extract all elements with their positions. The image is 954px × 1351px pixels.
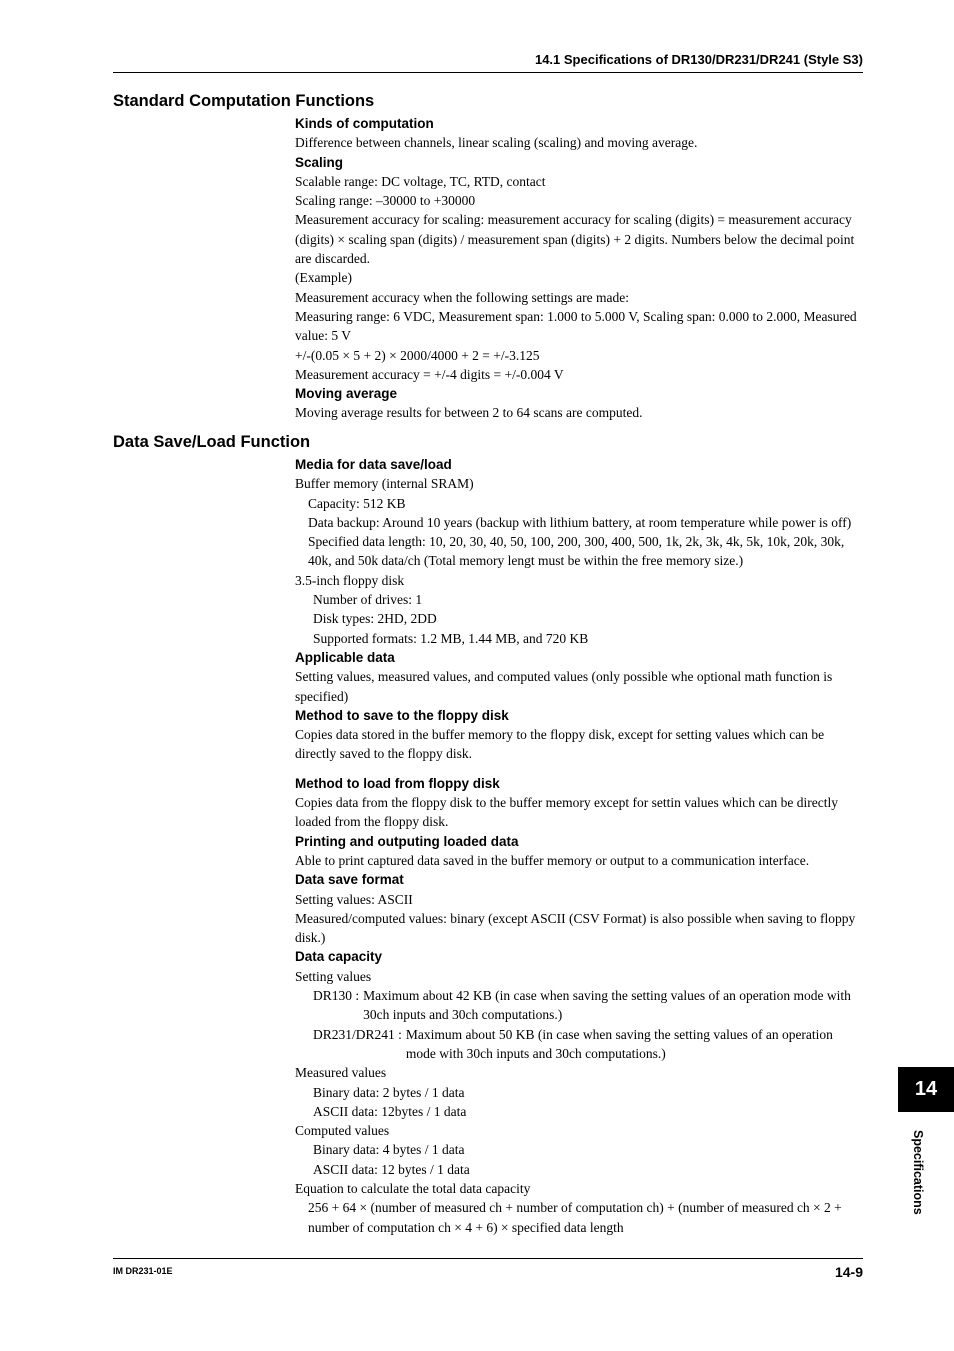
moving-text: Moving average results for between 2 to 64 scans are computed. bbox=[295, 405, 643, 421]
dr231-text: Maximum about 50 KB (in case when saving the setting values of an operation mode with 30ch inputs and 30ch computations.) bbox=[405, 1026, 833, 1061]
capacity-dr231 bbox=[295, 1025, 863, 1064]
header-rule bbox=[113, 72, 863, 73]
media-formats: Supported formats: 1.2 MB, 1.44 MB, and 720 KB bbox=[313, 630, 589, 646]
capacity-setting-values: Setting values bbox=[295, 968, 372, 984]
capacity-computed-values: Computed values bbox=[295, 1123, 390, 1139]
load-method-heading: Method to load from floppy disk bbox=[295, 775, 500, 791]
scaling-accuracy: Measurement accuracy for scaling: measurement accuracy for scaling (digits) = measurement accuracy (digits) × scaling span (digits) / measurement span (digits) + 2 digits. Numbers below the decimal point are discarded. bbox=[295, 212, 855, 267]
printing-heading: Printing and outputing loaded data bbox=[295, 833, 519, 849]
example-settings: Measuring range: 6 VDC, Measurement span: 1.000 to 5.000 V, Scaling span: 0.000 to 2.000, Measured value: 5 V bbox=[295, 308, 857, 344]
measured-ascii: ASCII data: 12bytes / 1 data bbox=[313, 1103, 467, 1119]
save-method-heading: Method to save to the floppy disk bbox=[295, 707, 509, 723]
footer-rule bbox=[113, 1258, 863, 1259]
dr130-text: Maximum about 42 KB (in case when saving the setting values of an operation mode with 30ch inputs and 30ch computations.) bbox=[363, 988, 851, 1023]
kinds-heading: Kinds of computation bbox=[295, 116, 434, 131]
chapter-side-label: Specifications bbox=[911, 1130, 925, 1215]
dr231-label: DR231/DR241 : bbox=[313, 1026, 402, 1042]
media-capacity: Capacity: 512 KB bbox=[308, 495, 406, 511]
capacity-heading: Data capacity bbox=[295, 949, 383, 965]
example-label: (Example) bbox=[295, 270, 352, 286]
example-intro: Measurement accuracy when the following settings are made: bbox=[295, 289, 629, 305]
scaling-span: Scaling range: –30000 to +30000 bbox=[295, 193, 476, 209]
measured-binary: Binary data: 2 bytes / 1 data bbox=[313, 1084, 465, 1100]
media-buffer: Buffer memory (internal SRAM) bbox=[295, 476, 474, 492]
scaling-range: Scalable range: DC voltage, TC, RTD, contact bbox=[295, 173, 546, 189]
page-number: 14-9 bbox=[834, 1264, 863, 1280]
format-setting: Setting values: ASCII bbox=[295, 891, 413, 907]
applicable-heading: Applicable data bbox=[295, 649, 395, 665]
media-heading: Media for data save/load bbox=[295, 457, 452, 472]
media-drives: Number of drives: 1 bbox=[313, 592, 423, 608]
datasave-body bbox=[295, 455, 863, 1237]
computation-body bbox=[295, 114, 863, 423]
save-method-text: Copies data stored in the buffer memory to the floppy disk, except for setting values which can be directly saved to the floppy disk. bbox=[295, 727, 825, 762]
applicable-text: Setting values, measured values, and computed values (only possible whe optional math function is specified) bbox=[295, 669, 833, 704]
moving-heading: Moving average bbox=[295, 386, 398, 402]
chapter-tab: 14 bbox=[898, 1067, 954, 1112]
example-result: Measurement accuracy = +/-4 digits = +/-0.004 V bbox=[295, 366, 564, 382]
capacity-dr130 bbox=[295, 986, 863, 1025]
computed-ascii: ASCII data: 12 bytes / 1 data bbox=[313, 1161, 470, 1177]
format-measured: Measured/computed values: binary (except ASCII (CSV Format) is also possible when saving to floppy disk.) bbox=[295, 910, 856, 946]
capacity-measured-values: Measured values bbox=[295, 1065, 387, 1081]
printing-text: Able to print captured data saved in the buffer memory or output to a communication interface. bbox=[295, 852, 810, 868]
media-backup: Data backup: Around 10 years (backup with lithium battery, at room temperature while power is off) bbox=[308, 514, 852, 530]
equation-text: 256 + 64 × (number of measured ch + number of computation ch) + (number of measured ch × 2 + number of computation ch × 4 + 6) × specified data length bbox=[308, 1200, 842, 1235]
media-length: Specified data length: 10, 20, 30, 40, 50, 100, 200, 300, 400, 500, 1k, 2k, 3k, 4k, 5k, 10k, 20k, 30k, 40k, and 50k data/ch (Total memory lengt must be within the free memory size.) bbox=[308, 534, 845, 569]
section-title-datasave: Data Save/Load Function bbox=[113, 433, 311, 451]
dr130-label: DR130 : bbox=[313, 988, 360, 1004]
example-calc: +/-(0.05 × 5 + 2) × 2000/4000 + 2 = +/-3.125 bbox=[295, 347, 540, 363]
section-title-computation: Standard Computation Functions bbox=[113, 92, 375, 110]
equation-label: Equation to calculate the total data capacity bbox=[295, 1180, 531, 1196]
computed-binary: Binary data: 4 bytes / 1 data bbox=[313, 1142, 465, 1158]
media-floppy: 3.5-inch floppy disk bbox=[295, 572, 405, 588]
scaling-heading: Scaling bbox=[295, 154, 344, 170]
running-header: 14.1 Specifications of DR130/DR231/DR241 (Style S3) bbox=[534, 52, 863, 67]
media-types: Disk types: 2HD, 2DD bbox=[313, 611, 437, 627]
doc-id: IM DR231-01E bbox=[113, 1266, 173, 1276]
load-method-text: Copies data from the floppy disk to the buffer memory except for settin values which can be directly loaded from the floppy disk. bbox=[295, 795, 838, 830]
format-heading: Data save format bbox=[295, 872, 404, 888]
kinds-text: Difference between channels, linear scaling (scaling) and moving average. bbox=[295, 135, 698, 151]
